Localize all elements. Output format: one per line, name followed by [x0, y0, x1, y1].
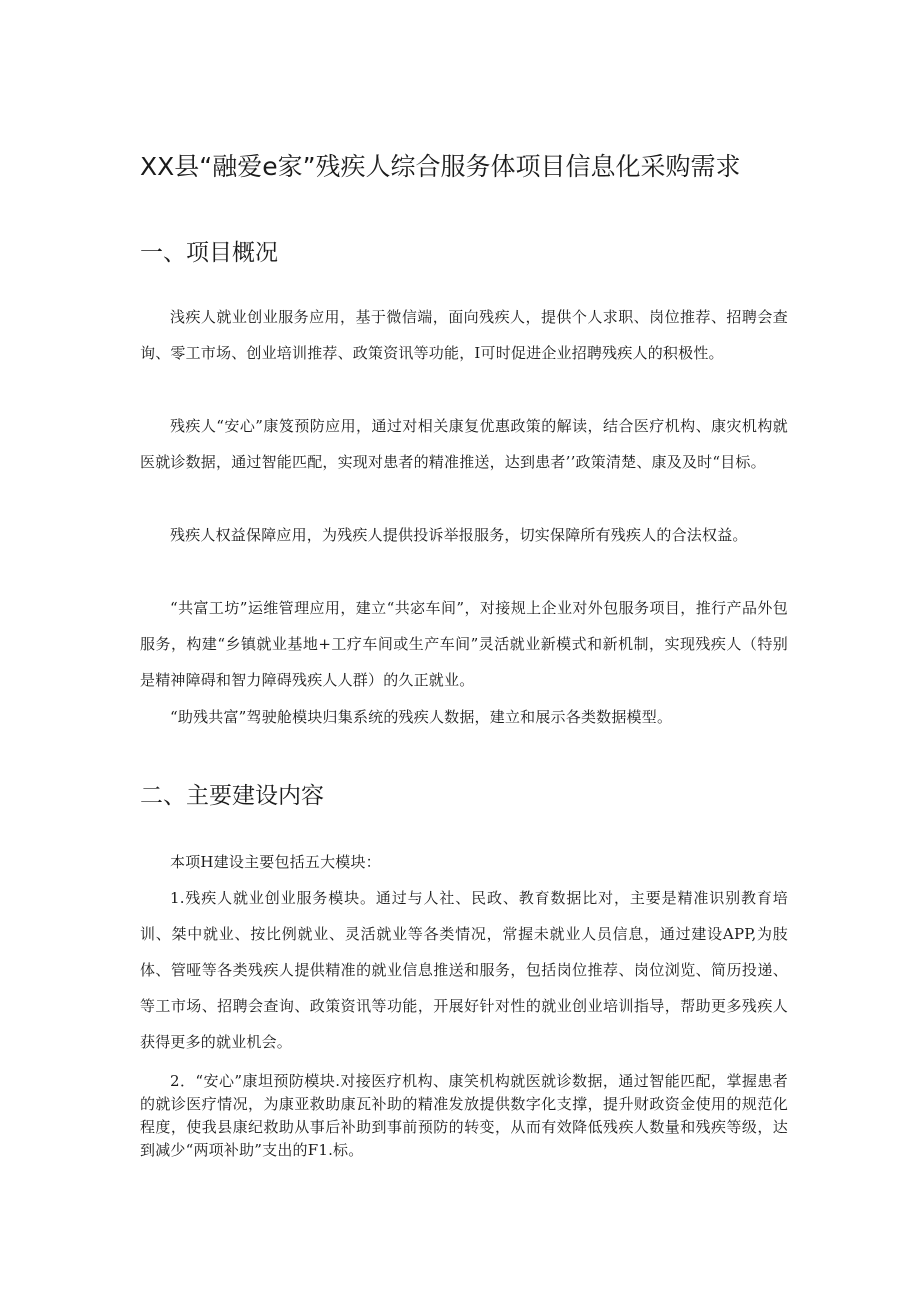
overview-paragraph-workshop: “共富工坊”运维管理应用，建立“共宓车间”，对接规上企业对外包服务项目，推行产品外包服务，构建“乡镇就业基地+工疗车间或生产车间”灵活就业新模式和新机制，实现残疾人（特别是精神障碍和智力障碍残疾人人群）的久正就业。: [140, 599, 788, 689]
construction-paragraph-module-1: 1.残疾人就业创业服务模块。通过与人社、民政、教育数据比对，主要是精准识别教育培训、桀中就业、按比例就业、灵活就业等各类情况，常握未就业人员信息，通过建设APP,为肢体、管哑等各类残疾人提供精准的就业信息推送和服务，包括岗位推荐、岗位浏览、简历投递、等工市场、招聘会查询、政策资讯等功能，开展好针对性的就业创业培训指导，帮助更多残疾人获得更多的就业机会。: [140, 889, 788, 1051]
construction-paragraph-intro: 本项H建设主要包括五大模块：: [170, 853, 381, 871]
overview-paragraph-cockpit: “助残共富”驾驶舱模块归集系统的残疾人数据，建立和展示各类数据模型。: [170, 708, 673, 726]
overview-paragraph-employment: 浅疾人就业创业服务应用，基于微信端，面向残疾人，提供个人求职、岗位推荐、招聘会查询、零工市场、创业培训推荐、政策资讯等功能，I可时促进企业招聘残疾人的积极性。: [140, 308, 788, 362]
overview-paragraph-rehab: 残疾人“安心”康笈预防应用，通过对相关康复优惠政策的解读，结合医疗机构、康灾机构就医就诊数据，通过智能匹配，实现对患者的精准推送，达到患者’’政策清楚、康及及时“目标。: [140, 417, 788, 471]
overview-paragraph-rights: 残疾人权益保障应用，为残疾人提供投诉举报服务，切实保障所有残疾人的合法权益。: [170, 526, 748, 544]
document-title: XX县“融爱e家”残疾人综合服务体项目信息化采购需求: [140, 152, 741, 181]
section-heading-overview: 一、项目概况: [140, 240, 278, 266]
section-heading-construction: 二、主要建设内容: [140, 783, 324, 809]
construction-paragraph-module-2: 2．“安心”康坦预防模块.对接医疗机构、康笑机构就医就诊数据，通过智能匹配，掌握患者的就诊医疗情况，为康亚救助康瓦补助的精准发放提供数字化支撑，提升财政资金使用的规范化程度，使我县康纪救助从事后补助到事前预防的转变，从而有效降低残疾人数量和残疾等级，达到减少“两项补助”支出的F1.标。: [140, 1072, 788, 1159]
